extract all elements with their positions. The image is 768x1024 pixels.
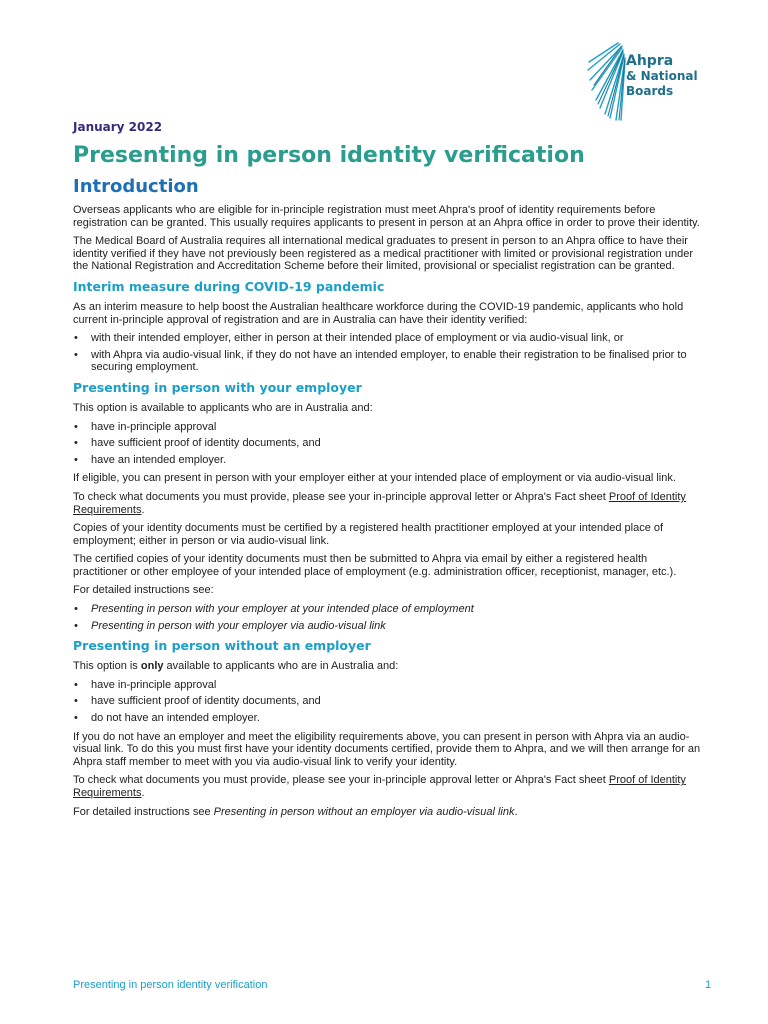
logo-line-2: & National: [626, 69, 698, 83]
without-bullet-list: [73, 679, 703, 725]
intro-paragraph-1: Overseas applicants who are eligible for in-principle registration must meet Ahpra's proof of identity requirements before registration can be granted. This usually requires applicants to present in person at an Ahpra office in order to prove their identity.: [73, 204, 700, 229]
page-title: Presenting in person identity verification: [73, 143, 585, 168]
interim-bullet-list: [73, 332, 703, 374]
without-paragraph-4: [73, 806, 703, 819]
instruction-title: Presenting in person without an employer via audio-visual link: [213, 805, 515, 818]
text-span: To check what documents you must provide, please see your in-principle approval letter or Ahpra's Fact sheet: [73, 490, 609, 503]
text-span: .: [141, 503, 145, 516]
list-item: • have in-principle approval: [73, 421, 703, 434]
text-span: available to applicants who are in Australia and:: [163, 660, 399, 673]
interim-heading: Interim measure during COVID-19 pandemic: [73, 278, 385, 294]
proof-of-identity-link[interactable]: Proof of Identity Requirements: [73, 490, 686, 516]
text-span: .: [141, 787, 145, 799]
intro-heading: Introduction: [73, 176, 199, 197]
employer-paragraph-4: Copies of your identity documents must be certified by a registered health practitioner employed at your intended place of employment; either in person or via audio-visual link.: [73, 522, 664, 547]
logo-line-3: Boards: [626, 84, 674, 98]
logo-wordmark: [626, 54, 698, 99]
employer-paragraph-6: For detailed instructions see:: [73, 584, 214, 597]
intro-paragraph-2: The Medical Board of Australia requires all international medical graduates to present in person to an Ahpra office to have their identity verified if they have not previously been registered as a medical practitioner with limited or provisional registration under the National Registration and Accreditation Scheme before their limited, provisional or specialist registration can be granted.: [73, 235, 693, 273]
list-item: • have sufficient proof of identity documents, and: [73, 695, 703, 708]
proof-of-identity-link[interactable]: Proof of Identity Requirements: [73, 774, 686, 799]
text-span: For detailed instructions see: [73, 805, 214, 818]
list-item: • have in-principle approval: [73, 679, 703, 692]
employer-paragraph-2: If eligible, you can present in person with your employer either at your intended place of employment or via audio-visual link.: [73, 472, 676, 485]
list-item: • with Ahpra via audio-visual link, if they do not have an intended employer, to enable their registration to be finalised prior to securing employment.: [73, 349, 703, 374]
text-span: .: [514, 805, 518, 818]
list-item: • with their intended employer, either in person at their intended place of employment or via audio-visual link, or: [73, 332, 703, 345]
without-paragraph-3: [73, 774, 703, 799]
without-employer-heading: Presenting in person without an employer: [73, 638, 371, 654]
employer-paragraph-3: [73, 491, 703, 516]
list-item: • Presenting in person with your employer via audio-visual link: [73, 620, 703, 633]
ahpra-logo: [586, 40, 706, 124]
page-number: 1: [705, 979, 712, 991]
emphasis-only: only: [140, 660, 164, 673]
employer-instructions-list: [73, 603, 703, 632]
without-paragraph-1: [73, 660, 703, 673]
list-item: • do not have an intended employer.: [73, 712, 703, 725]
employer-heading: Presenting in person with your employer: [73, 379, 362, 395]
employer-bullet-list: [73, 421, 703, 467]
list-item: • have an intended employer.: [73, 454, 703, 467]
text-span: This option is: [73, 660, 141, 673]
list-item: • Presenting in person with your employer at your intended place of employment: [73, 603, 703, 616]
document-date: January 2022: [73, 120, 163, 134]
ahpra-wing-icon: [586, 40, 626, 124]
logo-name: Ahpra: [626, 53, 674, 69]
document-body: [73, 120, 703, 824]
list-item: • have sufficient proof of identity documents, and: [73, 437, 703, 450]
text-span: To check what documents you must provide, please see your in-principle approval letter or Ahpra's Fact sheet: [73, 774, 609, 787]
interim-paragraph-1: As an interim measure to help boost the Australian healthcare workforce during the COVID-19 pandemic, applicants who hold current in-principle approval of registration and are in Australia can have their identity verified:: [73, 300, 684, 326]
without-paragraph-2: If you do not have an employer and meet the eligibility requirements above, you can present in person with Ahpra via an audio-visual link. To do this you must first have your identity documents certified, provide them to Ahpra, and we will then arrange for an Ahpra staff member to meet with you via audio-visual link to verify your identity.: [73, 730, 701, 768]
employer-paragraph-5: The certified copies of your identity documents must then be submitted to Ahpra via email by either a registered health practitioner or other employee of your intended place of employment (e.g. administration officer, receptionist, manager, etc.).: [73, 553, 677, 578]
employer-paragraph-1: This option is available to applicants who are in Australia and:: [73, 401, 373, 414]
footer-title: Presenting in person identity verification: [73, 979, 268, 991]
